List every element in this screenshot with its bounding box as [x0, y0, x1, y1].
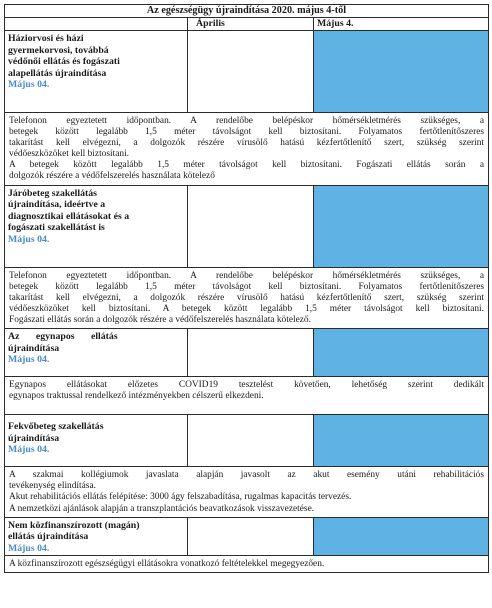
- description-line: A betegek között legalább 1,5 méter távolságot kell biztosítani. Fogászati ellátás során a: [9, 160, 485, 171]
- description-line: védőeszközöket kell biztosítani. A betegek között legalább 1,5 méter távolságot kell biztosítani.: [9, 303, 485, 314]
- section-name-cell: [5, 517, 188, 556]
- column-header-may: Május 4.: [314, 18, 489, 31]
- section-row-one-day-care: [5, 329, 489, 377]
- description-line: takarítást kell elvégezni, a dolgozók részére vírusölő hatású kézfertőtlenítő szert, szükség szerint: [9, 292, 485, 303]
- header-row: [5, 18, 489, 31]
- section-name-cell: [5, 31, 188, 113]
- section-name-line: ellátás újraindítása: [8, 531, 89, 543]
- may-cell-highlight: [314, 329, 489, 377]
- header-empty-cell: [5, 18, 188, 31]
- section-date: Május 04.: [8, 354, 50, 366]
- section-name-line: Nem közfinanszírozott (magán): [8, 519, 140, 531]
- column-header-april: Április: [188, 18, 314, 31]
- description-row: [5, 377, 489, 415]
- april-cell: [188, 31, 314, 113]
- april-cell: [188, 329, 314, 377]
- april-cell: [188, 415, 314, 467]
- description-line: A nemzetközi ajánlások alapján a transzplantációs beavatkozások visszavezetése.: [9, 503, 315, 514]
- may-cell-highlight: [314, 31, 489, 113]
- section-name-line: fogászati szakellátást is: [8, 222, 105, 234]
- may-cell-highlight: [314, 185, 489, 267]
- section-row-inpatient: [5, 415, 489, 467]
- section-name-cell: [5, 185, 188, 267]
- description-row: [5, 267, 489, 328]
- section-name-line: gyermekorvosi, továbbá: [8, 44, 109, 56]
- description-line: betegek között legalább 1,5 méter távolságot kell biztosítani. Folyamatos fertőtlenítőszeres: [9, 281, 485, 292]
- may-cell-highlight: [314, 517, 489, 556]
- description-row: [5, 113, 489, 186]
- april-cell: [188, 517, 314, 556]
- table-title: Az egészségügy újraindítása 2020. május 4-től: [5, 5, 489, 18]
- section-name-line: újraindítása, ideértve a: [8, 199, 106, 211]
- description-line: egynapos traktussal rendelkező intézményekben célszerű elkezdeni.: [9, 391, 264, 402]
- section-description: [5, 377, 489, 415]
- title-row: [5, 5, 489, 18]
- section-description: [5, 267, 489, 328]
- section-date: Május 04.: [8, 79, 50, 90]
- section-name-line: Fekvőbeteg szakellátás: [8, 421, 104, 433]
- section-description: [5, 113, 489, 186]
- description-line: védőeszközöket kell biztosítani.: [9, 149, 130, 160]
- description-line: dolgozók részére a védőfelszerelés használata kötelező: [9, 171, 215, 182]
- description-line: Telefonon egyeztetett időpontban. A rendelőbe belépéskor hőmérsékletmérés szükséges, a: [9, 116, 485, 126]
- description-line: A szakmai kollégiumok javaslata alapján javasolt az akut esemény utáni rehabilitációs: [9, 470, 485, 481]
- section-row-primary-care: [5, 31, 489, 113]
- section-date: Május 04.: [8, 444, 50, 456]
- section-name-cell: [5, 329, 188, 377]
- section-name-line: Háziorvosi és házi: [8, 33, 84, 44]
- description-line: A közfinanszírozott egészségügyi ellátásokra vonatkozó feltételekkel megegyezően.: [9, 559, 325, 570]
- restart-schedule-table: [4, 4, 489, 573]
- section-name-cell: [5, 415, 188, 467]
- description-line: Telefonon egyeztetett időpontban. A rendelőbe belépéskor hőmérsékletmérés szükséges, a: [9, 270, 485, 281]
- section-name-line: alapellátás újraindítása: [8, 67, 107, 79]
- section-name-line: újraindítása: [8, 342, 60, 354]
- may-cell-highlight: [314, 415, 489, 467]
- section-description: [5, 467, 489, 517]
- description-row: [5, 467, 489, 517]
- description-line: takarítást kell elvégezni, a dolgozók részére vírusölő hatású kézfertőtlenítő szert, szükség szerint: [9, 138, 485, 149]
- section-name-line: diagnosztikai ellátásokat és a: [8, 210, 130, 222]
- section-date: Május 04.: [8, 542, 50, 554]
- april-cell: [188, 185, 314, 267]
- document-page: [4, 4, 488, 573]
- description-row: [5, 556, 489, 573]
- section-row-outpatient: [5, 185, 489, 267]
- description-line: tevékenység elindítása.: [9, 481, 96, 492]
- description-line: Fogászati ellátás során a dolgozók részére a védőfelszerelés használata kötelező.: [9, 314, 311, 325]
- description-line: betegek között legalább 1,5 méter távolságot kell biztosítani. Folyamatos fertőtlenítőszeres: [9, 127, 485, 138]
- section-date: Május 04.: [8, 233, 50, 245]
- section-name-line: újraindítása: [8, 432, 60, 444]
- section-name-line: Az egynapos ellátás: [8, 331, 118, 343]
- description-line: Akut rehabilitációs ellátás felépítése: 3000 ágy felszabadítása, rugalmas kapacitás tervezés.: [9, 492, 352, 503]
- section-name-line: védőnői ellátás és fogászati: [8, 56, 120, 67]
- description-line: Egynapos ellátásokat előzetes COVID19 tesztelést követően, lehetőség szerint dedikált: [9, 380, 485, 391]
- section-row-private-care: [5, 517, 489, 556]
- section-description: [5, 556, 489, 573]
- section-name-line: Járóbeteg szakellátás: [8, 187, 97, 199]
